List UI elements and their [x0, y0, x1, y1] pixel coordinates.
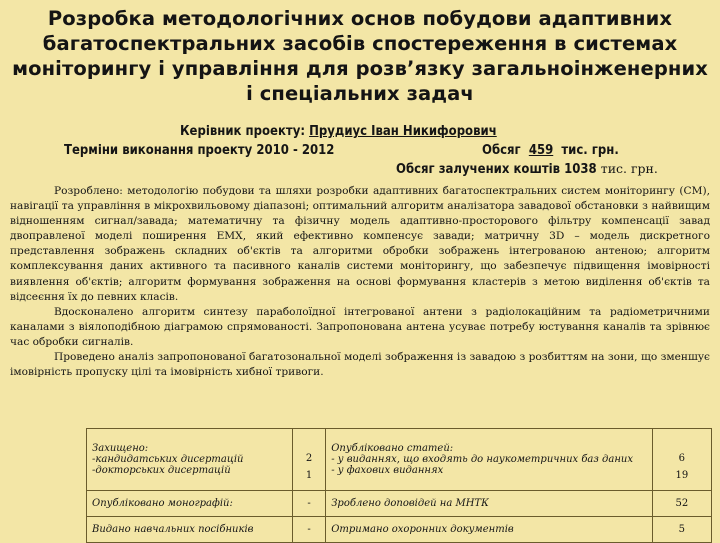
terms-line: [64, 143, 334, 159]
volume-label: Обсяг: [482, 143, 521, 158]
articles-label: Опубліковано статей:: [331, 443, 454, 454]
professional-label: - у фахових виданнях: [331, 465, 444, 476]
table-row: [87, 491, 712, 517]
attracted-unit: тис. грн.: [600, 161, 658, 176]
candidate-count: 2: [305, 452, 313, 464]
doctoral-count: 1: [305, 469, 313, 481]
patents-count: 5: [652, 517, 711, 543]
page-title: Розробка методологічних основ побудови адаптивних багатоспектральних засобів спостереження в системах моніторингу і управління для розв’язку загальноінженерних і спеціальних задач: [12, 7, 708, 105]
supervisor-name: Прудиус Іван Никифорович: [309, 124, 497, 139]
results-table: [86, 428, 712, 543]
paragraph-improved: Вдосконалено алгоритм синтезу параболоїдної інтегрованої антени з радіолокаційним та радіометричними каналами з віялоподібною діаграмою спрямованості. Запропонована антена усуває потребу юстування каналів та зрівнює час обробки сигналів.: [10, 305, 710, 348]
textbooks-label: Видано навчальних посібників: [87, 517, 293, 543]
articles-values: [652, 429, 711, 491]
defended-label: Захищено:: [92, 443, 149, 454]
attracted-label: Обсяг залучених коштів: [396, 162, 561, 177]
paragraph-analysis: Проведено аналіз запропонованої багатозональної моделі зображення із завадою з розбиттям на зони, що зменшує імовірність пропуску цілі та імовірність хибної тривоги.: [10, 351, 710, 379]
monographs-label: Опубліковано монографій:: [87, 491, 293, 517]
defended-values: [292, 429, 325, 491]
table-row: [87, 517, 712, 543]
supervisor-line: [180, 124, 497, 140]
reports-label: Зроблено доповідей на МНТК: [326, 491, 653, 517]
paragraph-developed: Розроблено: методологію побудови та шляхи розробки адаптивних багатоспектральних систем моніторингу (СМ), навігації та управління в мікрохвильовому діапазоні; оптимальний алгоритм аналізатора завадової обстановки з найвищим відношенням сигнал/завада; математичну та фізичну модель адаптивно-просторового фільтру компенсації завад двоправленої моделі поширення ЕМХ, який ефективно компенсує завади; матричну 3D – модель дискретного представлення зображень складних об'єктів та алгоритми обробки зображень інтегрованою антеною; алгоритм комплексування даних активного та пасивного каналів системи моніторингу, що забезпечує підвищення імовірності виявлення об'єктів; алгоритм формування зображення на основі формування кластерів з метою виділення об'єктів та відсеєння їх до певних класів.: [10, 185, 710, 303]
reports-count: 52: [652, 491, 711, 517]
professional-count: 19: [675, 469, 689, 481]
scientometric-label: - у виданнях, що входять до наукометричних баз даних: [331, 454, 633, 465]
monographs-count: -: [292, 491, 325, 517]
attracted-value: 1038: [564, 162, 597, 177]
terms-label: Терміни виконання проекту: [64, 143, 253, 158]
patents-label: Отримано охоронних документів: [326, 517, 653, 543]
candidate-dissertations-label: -кандидатських дисертацій: [92, 454, 244, 465]
articles-cell: [326, 429, 653, 491]
volume-value: 459: [528, 143, 554, 158]
doctoral-dissertations-label: -докторських дисертацій: [92, 465, 231, 476]
volume-unit: тис. грн.: [561, 143, 619, 158]
attracted-line: [396, 161, 658, 178]
textbooks-count: -: [292, 517, 325, 543]
scientometric-count: 6: [678, 452, 686, 464]
supervisor-label: Керівник проекту:: [180, 124, 306, 139]
volume-line: [482, 143, 619, 159]
terms-value: 2010 - 2012: [256, 143, 335, 158]
description: [10, 184, 710, 380]
defended-cell: [87, 429, 293, 491]
table-row: [87, 429, 712, 491]
